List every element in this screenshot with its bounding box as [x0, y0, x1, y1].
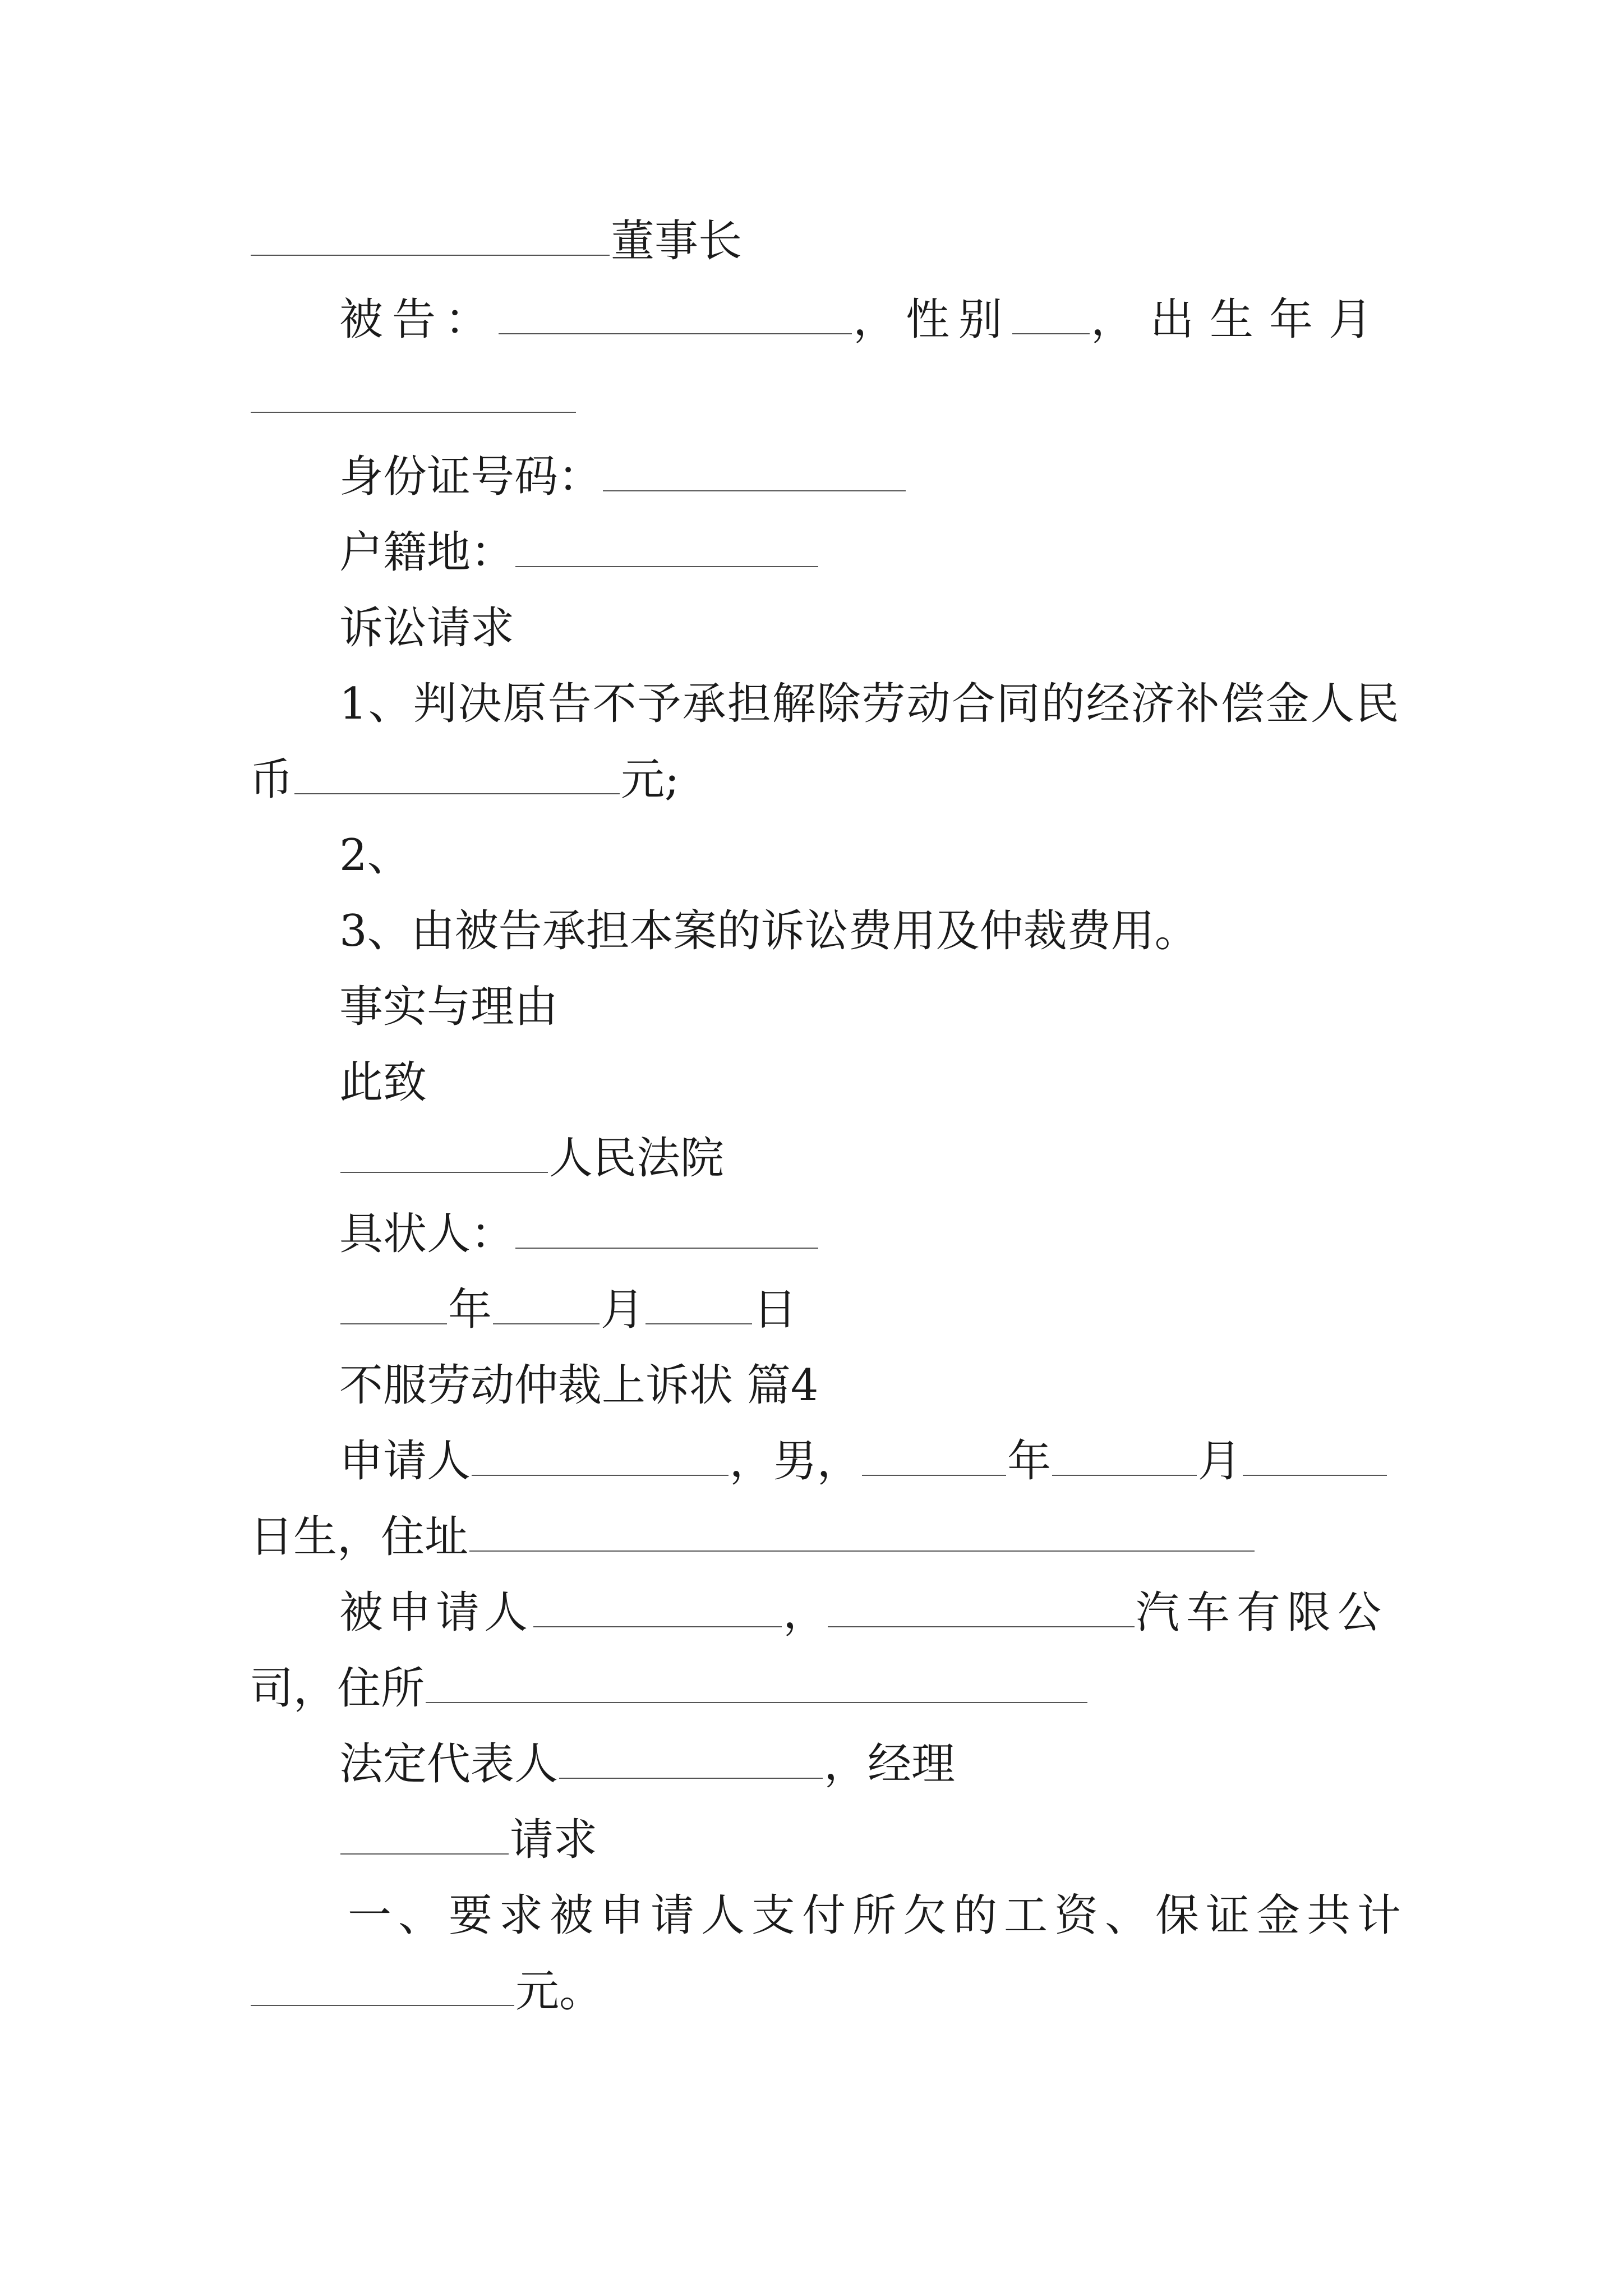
- applicant-male: ，男，: [729, 1436, 861, 1487]
- claim-1-yuan: 元;: [621, 754, 680, 805]
- applicant-label: 申请人: [339, 1436, 471, 1487]
- applicant-name-blank[interactable]: [472, 1434, 728, 1476]
- respondent-address-blank[interactable]: [426, 1662, 1087, 1703]
- request-heading-blank[interactable]: [340, 1813, 509, 1855]
- claim-1-amount-blank[interactable]: [294, 753, 620, 794]
- chairman-blank[interactable]: [251, 214, 610, 256]
- applicant-month-blank[interactable]: [1052, 1434, 1196, 1476]
- applicant-month-label: 月: [1197, 1436, 1242, 1487]
- respondent-comma: ，: [783, 1588, 827, 1638]
- respondent-address-line: [250, 1660, 1089, 1717]
- date-year-blank[interactable]: [340, 1283, 447, 1324]
- signer-label: 具状人：: [339, 1209, 515, 1259]
- date-month-label: 月: [601, 1285, 645, 1335]
- applicant-address-line: [250, 1509, 1256, 1565]
- court-line: [339, 1130, 724, 1186]
- applicant-address-blank[interactable]: [469, 1510, 1255, 1552]
- signer-line: [339, 1206, 819, 1262]
- birth-date-blank[interactable]: [251, 371, 576, 413]
- date-day-label: 日: [753, 1285, 797, 1335]
- claim-1-line-b: [250, 752, 679, 808]
- birth-continuation-line: [250, 370, 577, 426]
- defendant-name-blank[interactable]: [499, 293, 852, 334]
- sex-blank[interactable]: [1012, 293, 1090, 334]
- id-number-line: [339, 449, 907, 505]
- claim-2: 2、: [339, 830, 411, 881]
- request-heading: 请求: [510, 1815, 598, 1865]
- legal-rep-blank[interactable]: [559, 1737, 823, 1779]
- claim-1-text: 1、判决原告不予承担解除劳动合同的经济补偿金人民: [339, 679, 1400, 729]
- request-1-line: [348, 1888, 1408, 1944]
- section-title: 不服劳动仲裁上诉状 篇4: [339, 1360, 819, 1411]
- request-1-amount-line: [250, 1963, 603, 2019]
- request-1-yuan: 元。: [515, 1966, 603, 2017]
- chairman-line: [250, 213, 742, 269]
- id-number-label: 身份证号码：: [339, 452, 602, 502]
- signer-blank[interactable]: [515, 1207, 818, 1249]
- hukou-label: 户籍地：: [339, 527, 515, 578]
- request-1-text: 一、要求被申请人支付所欠的工资、保证金共计: [348, 1890, 1408, 1941]
- court-suffix: 人民法院: [549, 1133, 725, 1184]
- court-blank[interactable]: [340, 1131, 548, 1173]
- date-line: [339, 1282, 797, 1338]
- respondent-company-blank[interactable]: [828, 1586, 1135, 1627]
- applicant-year-label: 年: [1007, 1436, 1052, 1487]
- date-year-label: 年: [448, 1285, 492, 1335]
- facts-heading: 事实与理由: [339, 982, 559, 1032]
- respondent-address-label: 司，住所: [250, 1663, 425, 1714]
- applicant-year-blank[interactable]: [862, 1434, 1006, 1476]
- sex-label: ，性别: [853, 295, 1012, 345]
- hukou-line: [339, 524, 819, 581]
- salutation: 此致: [339, 1057, 427, 1108]
- applicant-address-label: 日生，住址: [250, 1512, 469, 1562]
- request-heading-line: [339, 1812, 597, 1868]
- respondent-label: 被申请人: [339, 1588, 533, 1638]
- respondent-name-blank[interactable]: [533, 1586, 782, 1627]
- applicant-day-blank[interactable]: [1243, 1434, 1387, 1476]
- claims-heading: 诉讼请求: [339, 603, 515, 654]
- date-month-blank[interactable]: [493, 1283, 600, 1324]
- id-number-blank[interactable]: [603, 450, 906, 491]
- respondent-company-suffix: 汽车有限公: [1135, 1588, 1388, 1638]
- legal-rep-line: [339, 1736, 955, 1792]
- chairman-text: 董事长: [611, 216, 743, 266]
- applicant-line: [339, 1433, 1388, 1489]
- legal-rep-title: ，经理: [824, 1739, 956, 1789]
- defendant-line: [339, 292, 1388, 348]
- hukou-blank[interactable]: [515, 526, 818, 567]
- legal-rep-label: 法定代表人: [339, 1739, 559, 1789]
- request-1-amount-blank[interactable]: [251, 1964, 514, 2006]
- date-day-blank[interactable]: [645, 1283, 752, 1324]
- claim-3: 3、由被告承担本案的诉讼费用及仲裁费用。: [339, 906, 1198, 956]
- defendant-label: 被告：: [339, 295, 498, 345]
- birth-label: ，出生年月: [1090, 295, 1388, 345]
- claim-1-line-a: [339, 676, 1400, 732]
- claim-1-currency: 币: [250, 754, 294, 805]
- respondent-line: [339, 1585, 1388, 1641]
